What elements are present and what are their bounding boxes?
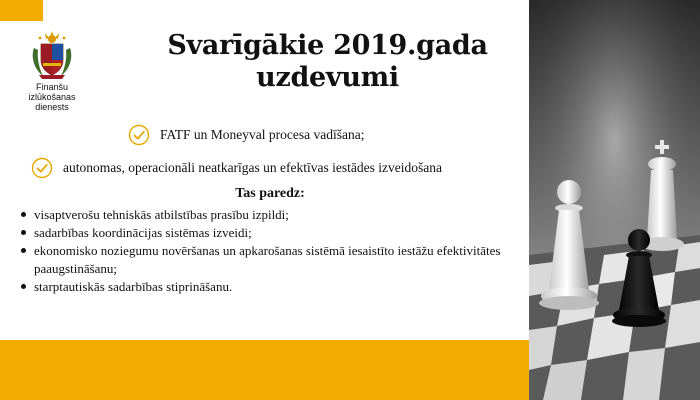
slide-title xyxy=(130,30,525,94)
bullet-item: starptautiskās sadarbības stiprināšanu. xyxy=(18,278,523,296)
bottom-accent-bar xyxy=(0,340,529,400)
checklist-item-text: autonomas, operacionāli neatkarīgas un efektīvas iestādes izveidošana xyxy=(63,160,442,175)
bullet-item: ekonomisko noziegumu novēršanas un apkarošanas sistēmā iesaistīto iestāžu efektivitātes paaugstināšanu; xyxy=(18,242,523,278)
top-accent-bar xyxy=(0,0,43,21)
slide-title-line2: uzdevumi xyxy=(256,62,399,93)
check-circle-icon xyxy=(128,124,150,146)
checklist-item xyxy=(31,157,442,179)
slide-title-line1: Svarīgākie 2019.gada xyxy=(167,30,488,61)
section-subheading: Tas paredz: xyxy=(235,186,305,201)
organization-name-line1: Finanšu izlūkošanas xyxy=(28,82,76,102)
coat-of-arms-icon xyxy=(31,30,73,80)
organization-name xyxy=(14,82,90,112)
organization-logo xyxy=(14,30,114,112)
checklist-item-text: FATF un Moneyval procesa vadīšana; xyxy=(160,127,365,142)
bullet-item: sadarbības koordinācijas sistēmas izveidi; xyxy=(18,224,523,242)
checklist-item xyxy=(128,124,364,146)
bullet-list xyxy=(18,206,523,296)
bullet-item: visaptverošu tehniskās atbilstības prasību izpildi; xyxy=(18,206,523,224)
organization-name-line2: dienests xyxy=(35,102,69,112)
chess-pieces-photo xyxy=(529,0,700,400)
check-circle-icon xyxy=(31,157,53,179)
